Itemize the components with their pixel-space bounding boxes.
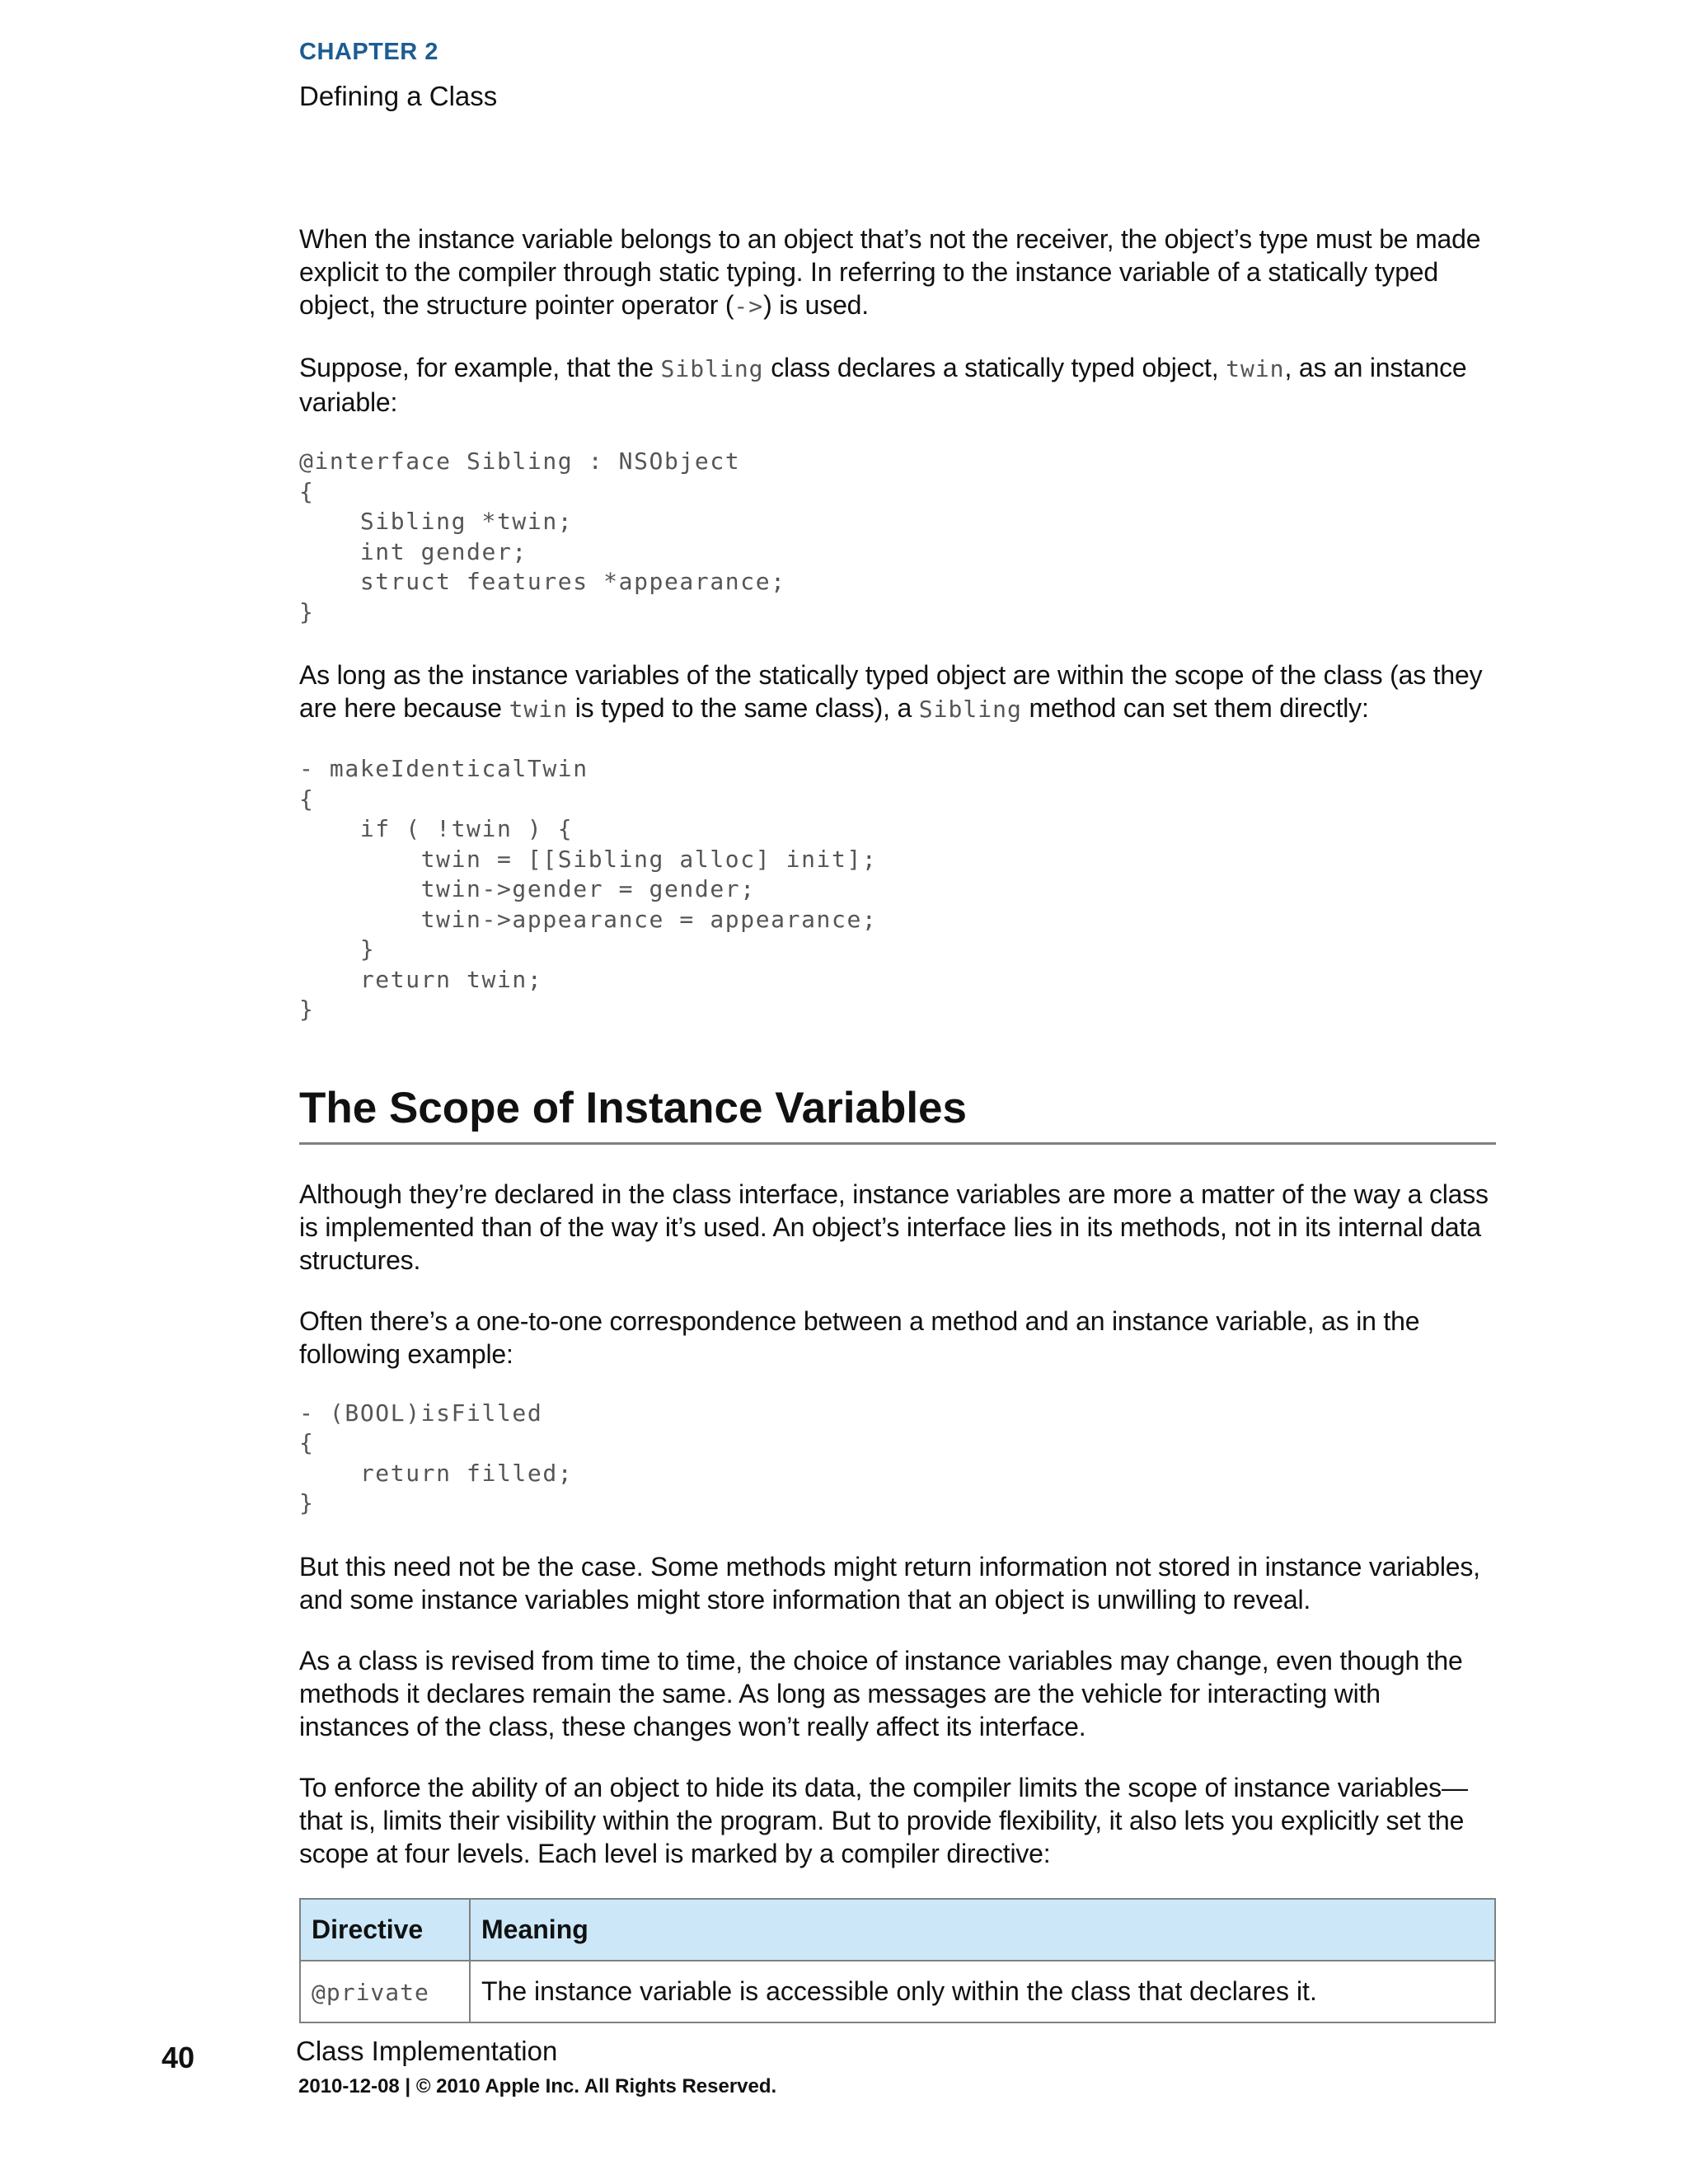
- inline-code: ->: [734, 293, 764, 320]
- code-block-is-filled: - (BOOL)isFilled { return filled; }: [299, 1399, 574, 1516]
- table-row: [300, 1961, 1495, 2022]
- paragraph-text: When the instance variable belongs to an object that’s not the receiver, the object’s type must be made explicit to the compiler through static typing. In referring to the instance variable of a statically typed object, the structure pointer operator (: [299, 224, 1481, 320]
- paragraph-text: is typed to the same class), a: [568, 693, 919, 723]
- chapter-label: CHAPTER 2: [299, 39, 438, 65]
- page-number: 40: [162, 2041, 195, 2074]
- inline-code: Sibling: [918, 696, 1022, 723]
- code-block-interface: @interface Sibling : NSObject { Sibling *twin; int gender; struct features *appearance; }: [299, 448, 786, 626]
- paragraph-correspondence: Often there’s a one-to-one correspondence between a method and an instance variable, as in the following example:: [299, 1305, 1420, 1369]
- column-header-meaning: Meaning: [470, 1899, 1495, 1961]
- section-heading: The Scope of Instance Variables: [299, 1083, 1496, 1145]
- paragraph-text: ) is used.: [763, 290, 869, 320]
- directive-cell: [300, 1961, 470, 2022]
- paragraph-scope-direct: [299, 658, 1496, 726]
- paragraph-enforce: To enforce the ability of an object to hide its data, the compiler limits the scope of instance variables—that is, limits their visibility within the program. But to provide flexibility, it also lets you explicitly set the scope at four levels. Each level is marked by a compiler directive:: [299, 1772, 1468, 1868]
- paragraph-text: Suppose, for example, that the: [299, 353, 661, 382]
- paragraph-revised: As a class is revised from time to time, the choice of instance variables may change, even though the methods it declares remain the same. As long as messages are the vehicle for interacting with instances of the class, these changes won’t really affect its interface.: [299, 1645, 1463, 1741]
- footer-copyright: 2010-12-08 | © 2010 Apple Inc. All Rights Reserved.: [298, 2075, 777, 2097]
- paragraph-not-the-case: But this need not be the case. Some methods might return information not stored in instance variables, and some instance variables might store information that an object is unwilling to reveal.: [299, 1551, 1480, 1615]
- paragraph-receiver-typing: [299, 223, 1496, 323]
- paragraph-text: class declares a statically typed object,: [763, 353, 1226, 382]
- directives-table: [299, 1898, 1496, 2023]
- inline-code: @private: [312, 1978, 429, 2006]
- meaning-cell: The instance variable is accessible only within the class that declares it.: [470, 1961, 1495, 2022]
- chapter-title: Defining a Class: [299, 81, 498, 111]
- column-header-directive: Directive: [300, 1899, 470, 1961]
- table-header-row: [300, 1899, 1495, 1961]
- page-content: [299, 223, 1496, 2023]
- code-block-make-twin: - makeIdenticalTwin { if ( !twin ) { twin = [[Sibling alloc] init]; twin->gender = gender; twin->appearance = appearance; } return twin; }: [299, 755, 878, 1023]
- inline-code: twin: [1226, 355, 1285, 382]
- paragraph-text: , as an instance variable:: [299, 353, 1467, 417]
- paragraph-interface: Although they’re declared in the class interface, instance variables are more a matter of the way a class is implemented than of the way it’s used. An object’s interface lies in its methods, not in its internal data structures.: [299, 1179, 1489, 1275]
- paragraph-text: method can set them directly:: [1021, 693, 1369, 723]
- paragraph-text: As long as the instance variables of the statically typed object are within the scope of the class (as they are here because: [299, 660, 1483, 723]
- inline-code: Sibling: [660, 355, 764, 382]
- inline-code: twin: [509, 696, 568, 723]
- footer-section-title: Class Implementation: [296, 2036, 558, 2066]
- paragraph-sibling-example: [299, 351, 1496, 419]
